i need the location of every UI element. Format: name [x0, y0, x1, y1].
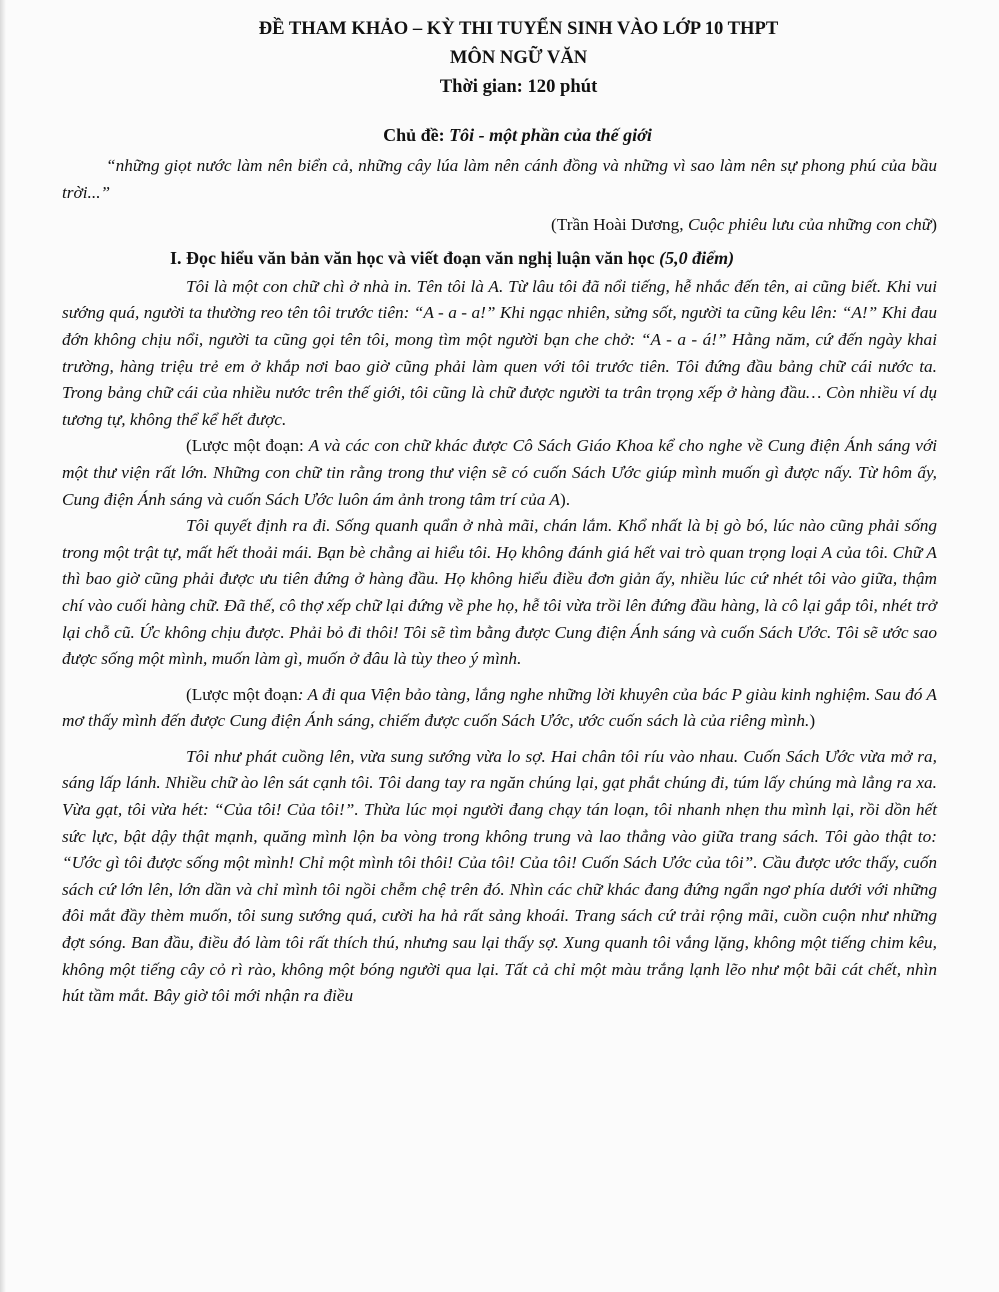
note-body: A và các con chữ khác được Cô Sách Giáo Khoa kể cho nghe về Cung điện Ánh sáng với một thư viện rất lớn. Những con chữ tin rằng trong thư viện sẽ có cuốn Sách Ước giúp mình muốn gì được nấy. Từ hôm ấy, Cung điện Ánh sáng và cuốn Sách Ước luôn ám ảnh trong tâm trí của A	[62, 436, 938, 509]
note-prefix: (Lược một đoạn	[186, 684, 298, 704]
section-points: (5,0 điểm)	[659, 247, 735, 268]
paragraph-gap	[62, 735, 937, 744]
paragraph-gap	[62, 673, 937, 682]
passage-omitted-note-1	[62, 433, 937, 513]
note-body: : A đi qua Viện bảo tàng, lắng nghe những lời khuyên của bác P giàu kinh nghiệm. Sau đó A mơ thấy mình đến được Cung điện Ánh sáng, chiếm được cuốn Sách Ước, ước cuốn sách là của riêng mình.	[62, 684, 937, 731]
exam-header	[100, 14, 937, 101]
passage-paragraph-2: Tôi quyết định ra đi. Sống quanh quẩn ở nhà mãi, chán lắm. Khổ nhất là bị gò bó, lúc nào cũng phải sống trong một trật tự, mất hết thoải mái. Bạn bè chẳng ai hiểu tôi. Họ không đánh giá hết vai trò quan trọng loại A của tôi. Chữ A thì bao giờ cũng phải được ưu tiên đứng ở hàng đầu. Họ không hiểu điều đơn giản ấy, nhiều lúc cứ nhét tôi vào giữa, thậm chí vào cuối hàng chữ. Đã thế, cô thợ xếp chữ lại đứng về phe họ, hễ tôi vừa trồi lên đứng đầu hàng, là cô lại gắp tôi, nhét trở lại chỗ cũ. Ức không chịu được. Phải bỏ đi thôi! Tôi sẽ tìm bằng được Cung điện Ánh sáng và cuốn Sách Ước. Tôi sẽ ước sao được sống một mình, muốn làm gì, muốn ở đâu là tùy theo ý mình.	[62, 516, 937, 669]
note-suffix: )	[809, 711, 816, 731]
topic-value: Tôi - một phần của thế giới	[449, 125, 652, 145]
topic-label: Chủ đề:	[383, 125, 450, 145]
section-heading	[170, 243, 937, 274]
topic-line	[98, 121, 937, 149]
attribution-author: (Trần Hoài Dương,	[551, 215, 688, 235]
page-edge-shadow	[0, 0, 6, 1292]
attribution-close: )	[931, 215, 937, 235]
note-prefix: (Lược một đoạn:	[186, 436, 309, 456]
time-limit: Thời gian: 120 phút	[439, 76, 598, 97]
exam-title: ĐỀ THAM KHẢO – KỲ THI TUYỂN SINH VÀO LỚP 10 THPT	[258, 18, 779, 39]
passage-paragraph-3: Tôi như phát cuồng lên, vừa sung sướng vừa lo sợ. Hai chân tôi ríu vào nhau. Cuốn Sách Ước vừa mở ra, sáng lấp lánh. Nhiều chữ ào lên sát cạnh tôi. Tôi dang tay ra ngăn chúng lại, gạt phắt chúng đi, túm lấy chúng mà lẳng ra xa. Vừa gạt, tôi vừa hét: “Của tôi! Của tôi!”. Thừa lúc mọi người đang chạy tán loạn, tôi nhanh nhẹn thu mình lại, rồi dồn hết sức lực, bật dậy thật mạnh, quăng mình lộn ba vòng trong không trung và lao thẳng vào giữa trang sách. Tôi gào thật to: “Ước gì tôi được sống một mình! Chỉ một mình tôi thôi! Của tôi! Của tôi! Cuốn Sách Ước của tôi”. Cầu được ước thấy, cuốn sách cứ lớn lên, lớn dần và chỉ mình tôi ngồi chễm chệ trên đó. Nhìn các chữ khác đang đứng ngẩn ngơ phía dưới với những đôi mắt đầy thèm muốn, tôi sung sướng quá, cười ha hả rất sảng khoái. Trang sách cứ trải rộng mãi, cuồn cuộn như những đợt sóng. Ban đầu, điều đó làm tôi rất thích thú, nhưng sau lại thấy sợ. Xung quanh tôi vắng lặng, không một tiếng chim kêu, không một tiếng cây cỏ rì rào, không một bóng người qua lại. Tất cả chỉ một màu trắng lạnh lẽo như một bãi cát chết, nhìn hút tầm mắt. Bây giờ tôi mới nhận ra điều	[62, 746, 937, 1006]
section-title: I. Đọc hiểu văn bản văn học và viết đoạn văn nghị luận văn học	[170, 247, 660, 268]
epigraph-attribution	[62, 212, 937, 239]
note-suffix: ).	[559, 489, 571, 509]
attribution-work: Cuộc phiêu lưu của những con chữ	[687, 215, 932, 235]
epigraph-quote: “những giọt nước làm nên biển cả, những cây lúa làm nên cánh đồng và những vì sao làm nên sự phong phú của bầu trời...”	[62, 156, 937, 202]
passage-omitted-note-2	[62, 682, 937, 735]
subject-title: MÔN NGỮ VĂN	[449, 47, 588, 68]
passage-paragraph-1: Tôi là một con chữ chì ở nhà in. Tên tôi là A. Từ lâu tôi đã nổi tiếng, hễ nhắc đến tên, ai cũng biết. Khi vui sướng quá, người ta thường reo tên tôi trước tiên: “A - a - a!” Khi ngạc nhiên, sửng sốt, người ta cũng kêu lên: “A!” Khi đau đớn không chịu nổi, người ta cũng gọi tên tôi, mong tìm một người bạn che chở: “A - a - á!” Hằng năm, cứ đến ngày khai trường, hàng triệu trẻ em ở khắp nơi bao giờ cũng phải làm quen với tôi trước tiên. Tôi đứng đầu bảng chữ cái nước ta. Trong bảng chữ cái của nhiều nước trên thế giới, tôi cũng là chữ được người ta trân trọng xếp ở hàng đầu… Còn nhiều ví dụ tương tự, không thể kể hết được.	[62, 276, 937, 429]
